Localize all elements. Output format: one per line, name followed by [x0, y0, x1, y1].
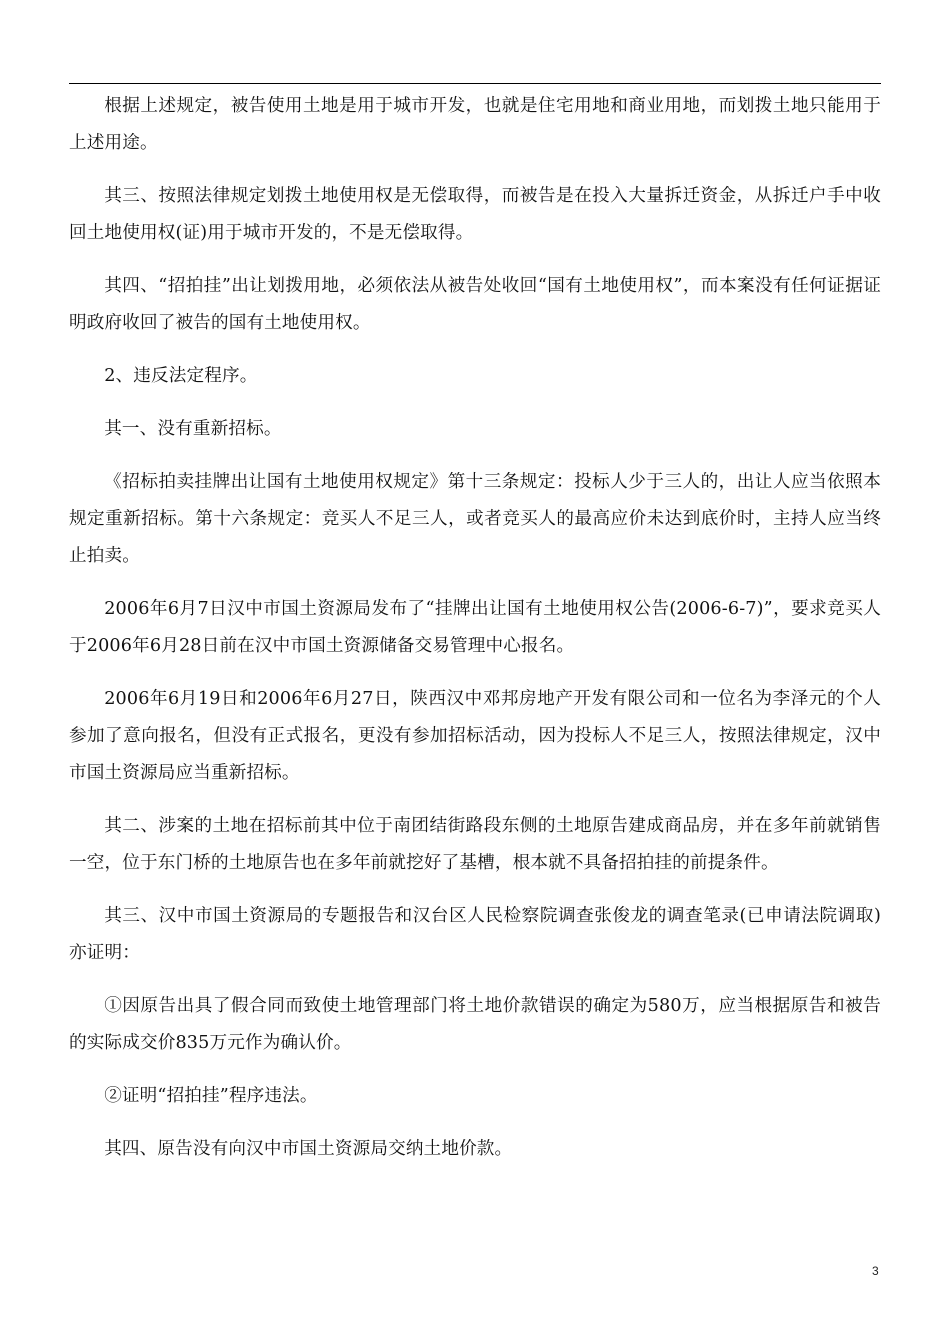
paragraph: 2006年6月7日汉中市国土资源局发布了“挂牌出让国有土地使用权公告(2006-6-7)”，要求竞买人于2006年6月28日前在汉中市国土资源储备交易管理中心报名。: [69, 599, 881, 656]
document-body: [69, 88, 881, 1168]
paragraph: ①因原告出具了假合同而致使土地管理部门将土地价款错误的确定为580万，应当根据原告和被告的实际成交价835万元作为确认价。: [69, 996, 881, 1053]
paragraph: 其一、没有重新招标。: [104, 419, 282, 439]
paragraph: ②证明“招拍挂”程序违法。: [104, 1086, 318, 1106]
paragraph: 其四、“招拍挂”出让划拨用地，必须依法从被告处收回“国有土地使用权”，而本案没有任何证据证明政府收回了被告的国有土地使用权。: [69, 276, 881, 333]
page-number: 3: [872, 1264, 879, 1278]
paragraph: 《招标拍卖挂牌出让国有土地使用权规定》第十三条规定：投标人少于三人的，出让人应当依照本规定重新招标。第十六条规定：竞买人不足三人，或者竞买人的最高应价未达到底价时，主持人应当终止拍卖。: [69, 472, 881, 566]
paragraph: 其二、涉案的土地在招标前其中位于南团结街路段东侧的土地原告建成商品房，并在多年前就销售一空，位于东门桥的土地原告也在多年前就挖好了基槽，根本就不具备招拍挂的前提条件。: [69, 816, 881, 873]
header-rule: [69, 83, 881, 84]
paragraph: 2006年6月19日和2006年6月27日，陕西汉中邓邦房地产开发有限公司和一位名为李泽元的个人参加了意向报名，但没有正式报名，更没有参加招标活动，因为投标人不足三人，按照法律规定，汉中市国土资源局应当重新招标。: [69, 689, 881, 783]
paragraph: 根据上述规定，被告使用土地是用于城市开发，也就是住宅用地和商业用地，而划拨土地只能用于上述用途。: [69, 96, 881, 153]
paragraph: 其三、汉中市国土资源局的专题报告和汉台区人民检察院调查张俊龙的调查笔录(已申请法院调取)亦证明：: [69, 906, 881, 963]
paragraph: 其四、原告没有向汉中市国土资源局交纳土地价款。: [104, 1139, 513, 1159]
paragraph: 其三、按照法律规定划拨土地使用权是无偿取得，而被告是在投入大量拆迁资金，从拆迁户手中收回土地使用权(证)用于城市开发的，不是无偿取得。: [69, 186, 881, 243]
paragraph: 2、违反法定程序。: [104, 366, 258, 386]
